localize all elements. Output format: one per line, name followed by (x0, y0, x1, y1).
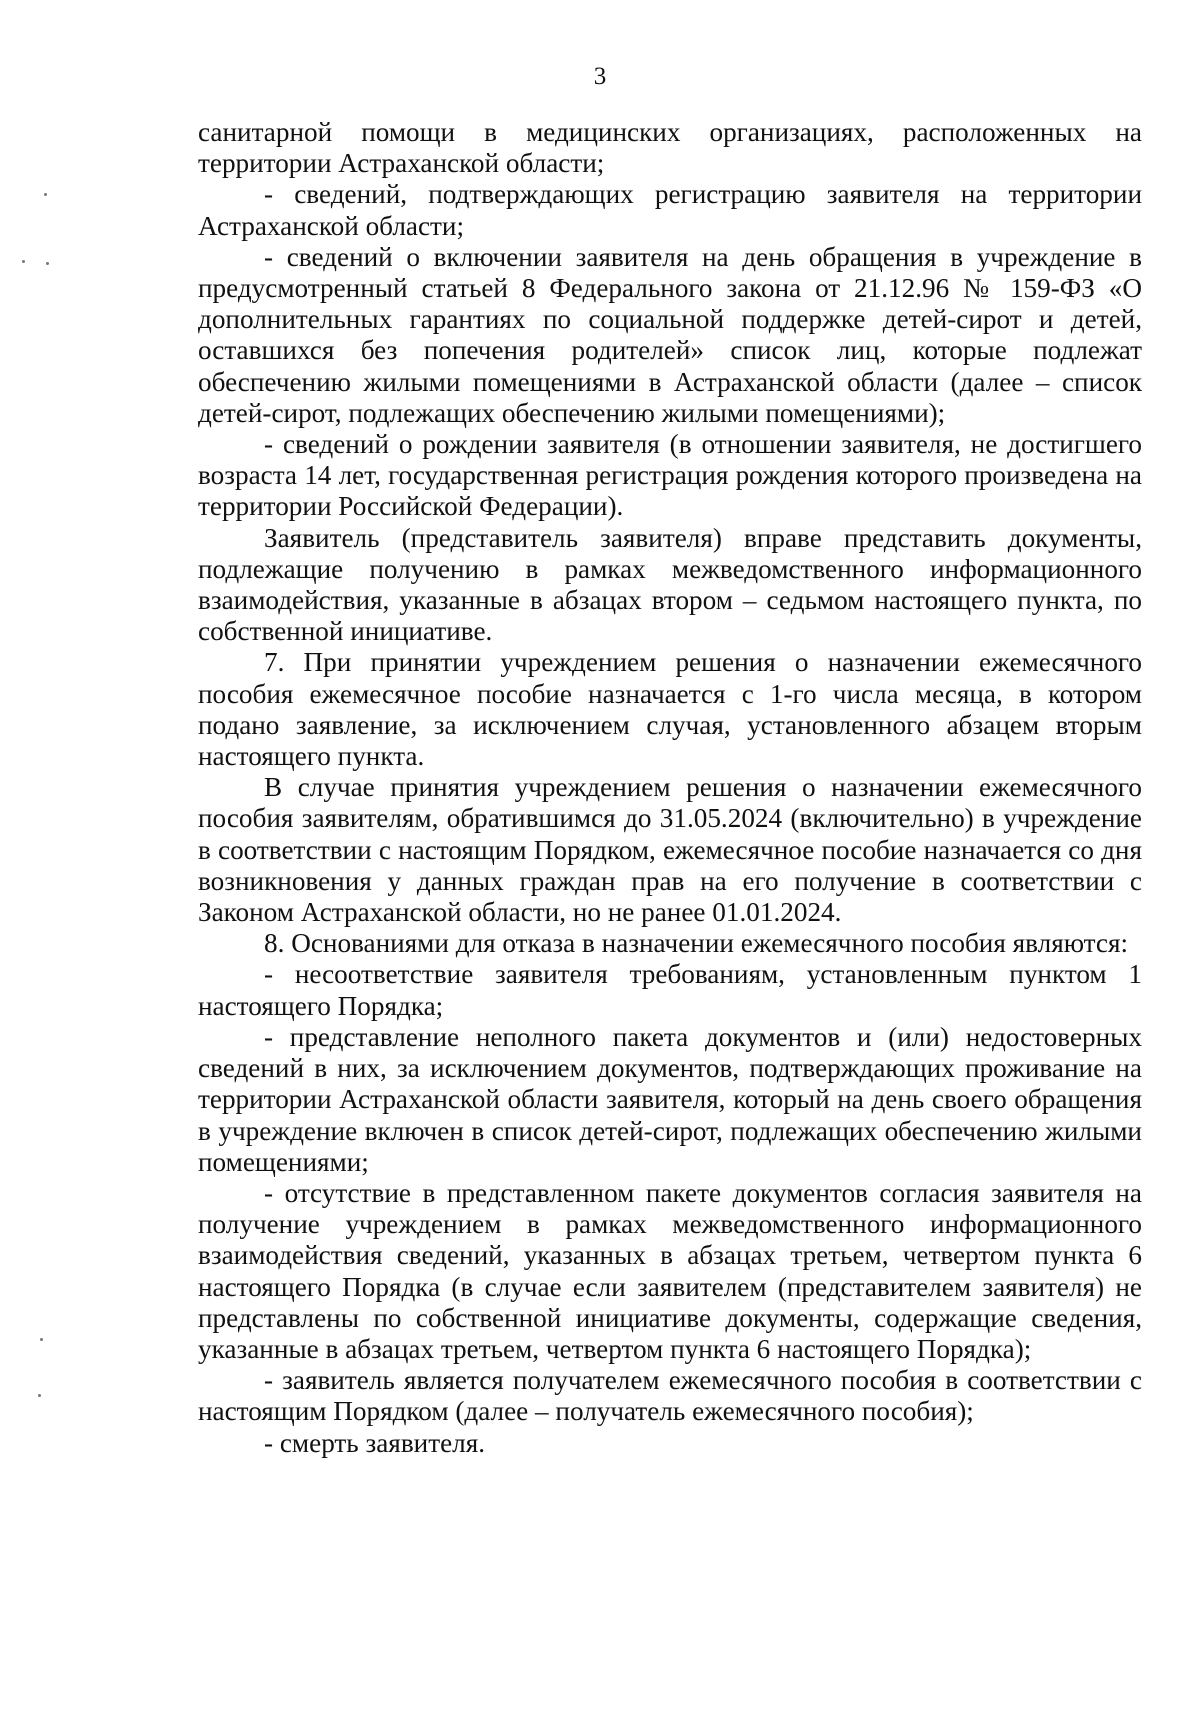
scan-speck (44, 193, 47, 196)
paragraph: - сведений о рождении заявителя (в отношении заявителя, не достигшего возраста 14 лет, государственная регистрация рождения которого произведена на территории Российской Федерации). (198, 429, 1142, 522)
paragraph: - отсутствие в представленном пакете документов согласия заявителя на получение учреждением в рамках межведомственного информационного взаимодействия сведений, указанных в абзацах третьем, четвертом пункта 6 настоящего Порядка (в случае если заявителем (представителем заявителя) не представлены по собственной инициативе документы, содержащие сведения, указанные в абзацах третьем, четвертом пункта 6 настоящего Порядка); (198, 1177, 1142, 1364)
scan-speck (22, 260, 25, 263)
paragraph: - смерть заявителя. (264, 1427, 486, 1458)
paragraph: Заявитель (представитель заявителя) вправе представить документы, подлежащие получению в рамках межведомственного информационного взаимодействия, указанные в абзацах втором – седьмом настоящего пункта, по собственной инициативе. (198, 522, 1142, 647)
paragraph: - несоответствие заявителя требованиям, установленным пунктом 1 настоящего Порядка; (198, 959, 1142, 1021)
page-number: 3 (593, 63, 607, 90)
paragraph: - сведений о включении заявителя на день обращения в учреждение в предусмотренный статьей 8 Федерального закона от 21.12.96 № 159-ФЗ «О дополнительных гарантиях по социальной поддержке детей-сирот и детей, оставшихся без попечения родителей» список лиц, которые подлежат обеспечению жилыми помещениями в Астраханской области (далее – список детей-сирот, подлежащих обеспечению жилыми помещениями); (198, 241, 1142, 428)
paragraph: санитарной помощи в медицинских организациях, расположенных на территории Астраханской области; (198, 117, 1142, 179)
paragraph: 7. При принятии учреждением решения о назначении ежемесячного пособия ежемесячное пособие назначается с 1-го числа месяца, в котором подано заявление, за исключением случая, установленного абзацем вторым настоящего пункта. (198, 647, 1142, 772)
paragraph: - сведений, подтверждающих регистрацию заявителя на территории Астраханской области; (198, 179, 1142, 241)
paragraph: В случае принятия учреждением решения о назначении ежемесячного пособия заявителям, обратившимся до 31.05.2024 (включительно) в учреждение в соответствии с настоящим Порядком, ежемесячное пособие назначается со дня возникновения у данных граждан прав на его получение в соответствии с Законом Астраханской области, но не ранее 01.01.2024. (198, 772, 1142, 928)
scan-speck (38, 1394, 41, 1397)
paragraph: 8. Основаниями для отказа в назначении ежемесячного пособия являются: (264, 928, 1128, 959)
document-body (198, 117, 1142, 1459)
scan-speck (46, 262, 49, 265)
paragraph: - заявитель является получателем ежемесячного пособия в соответствии с настоящим Порядком (далее – получатель ежемесячного пособия); (198, 1365, 1142, 1427)
paragraph: - представление неполного пакета документов и (или) недостоверных сведений в них, за исключением документов, подтверждающих проживание на территории Астраханской области заявителя, который на день своего обращения в учреждение включен в список детей-сирот, подлежащих обеспечению жилыми помещениями; (198, 1021, 1142, 1177)
scan-speck (40, 1338, 43, 1341)
